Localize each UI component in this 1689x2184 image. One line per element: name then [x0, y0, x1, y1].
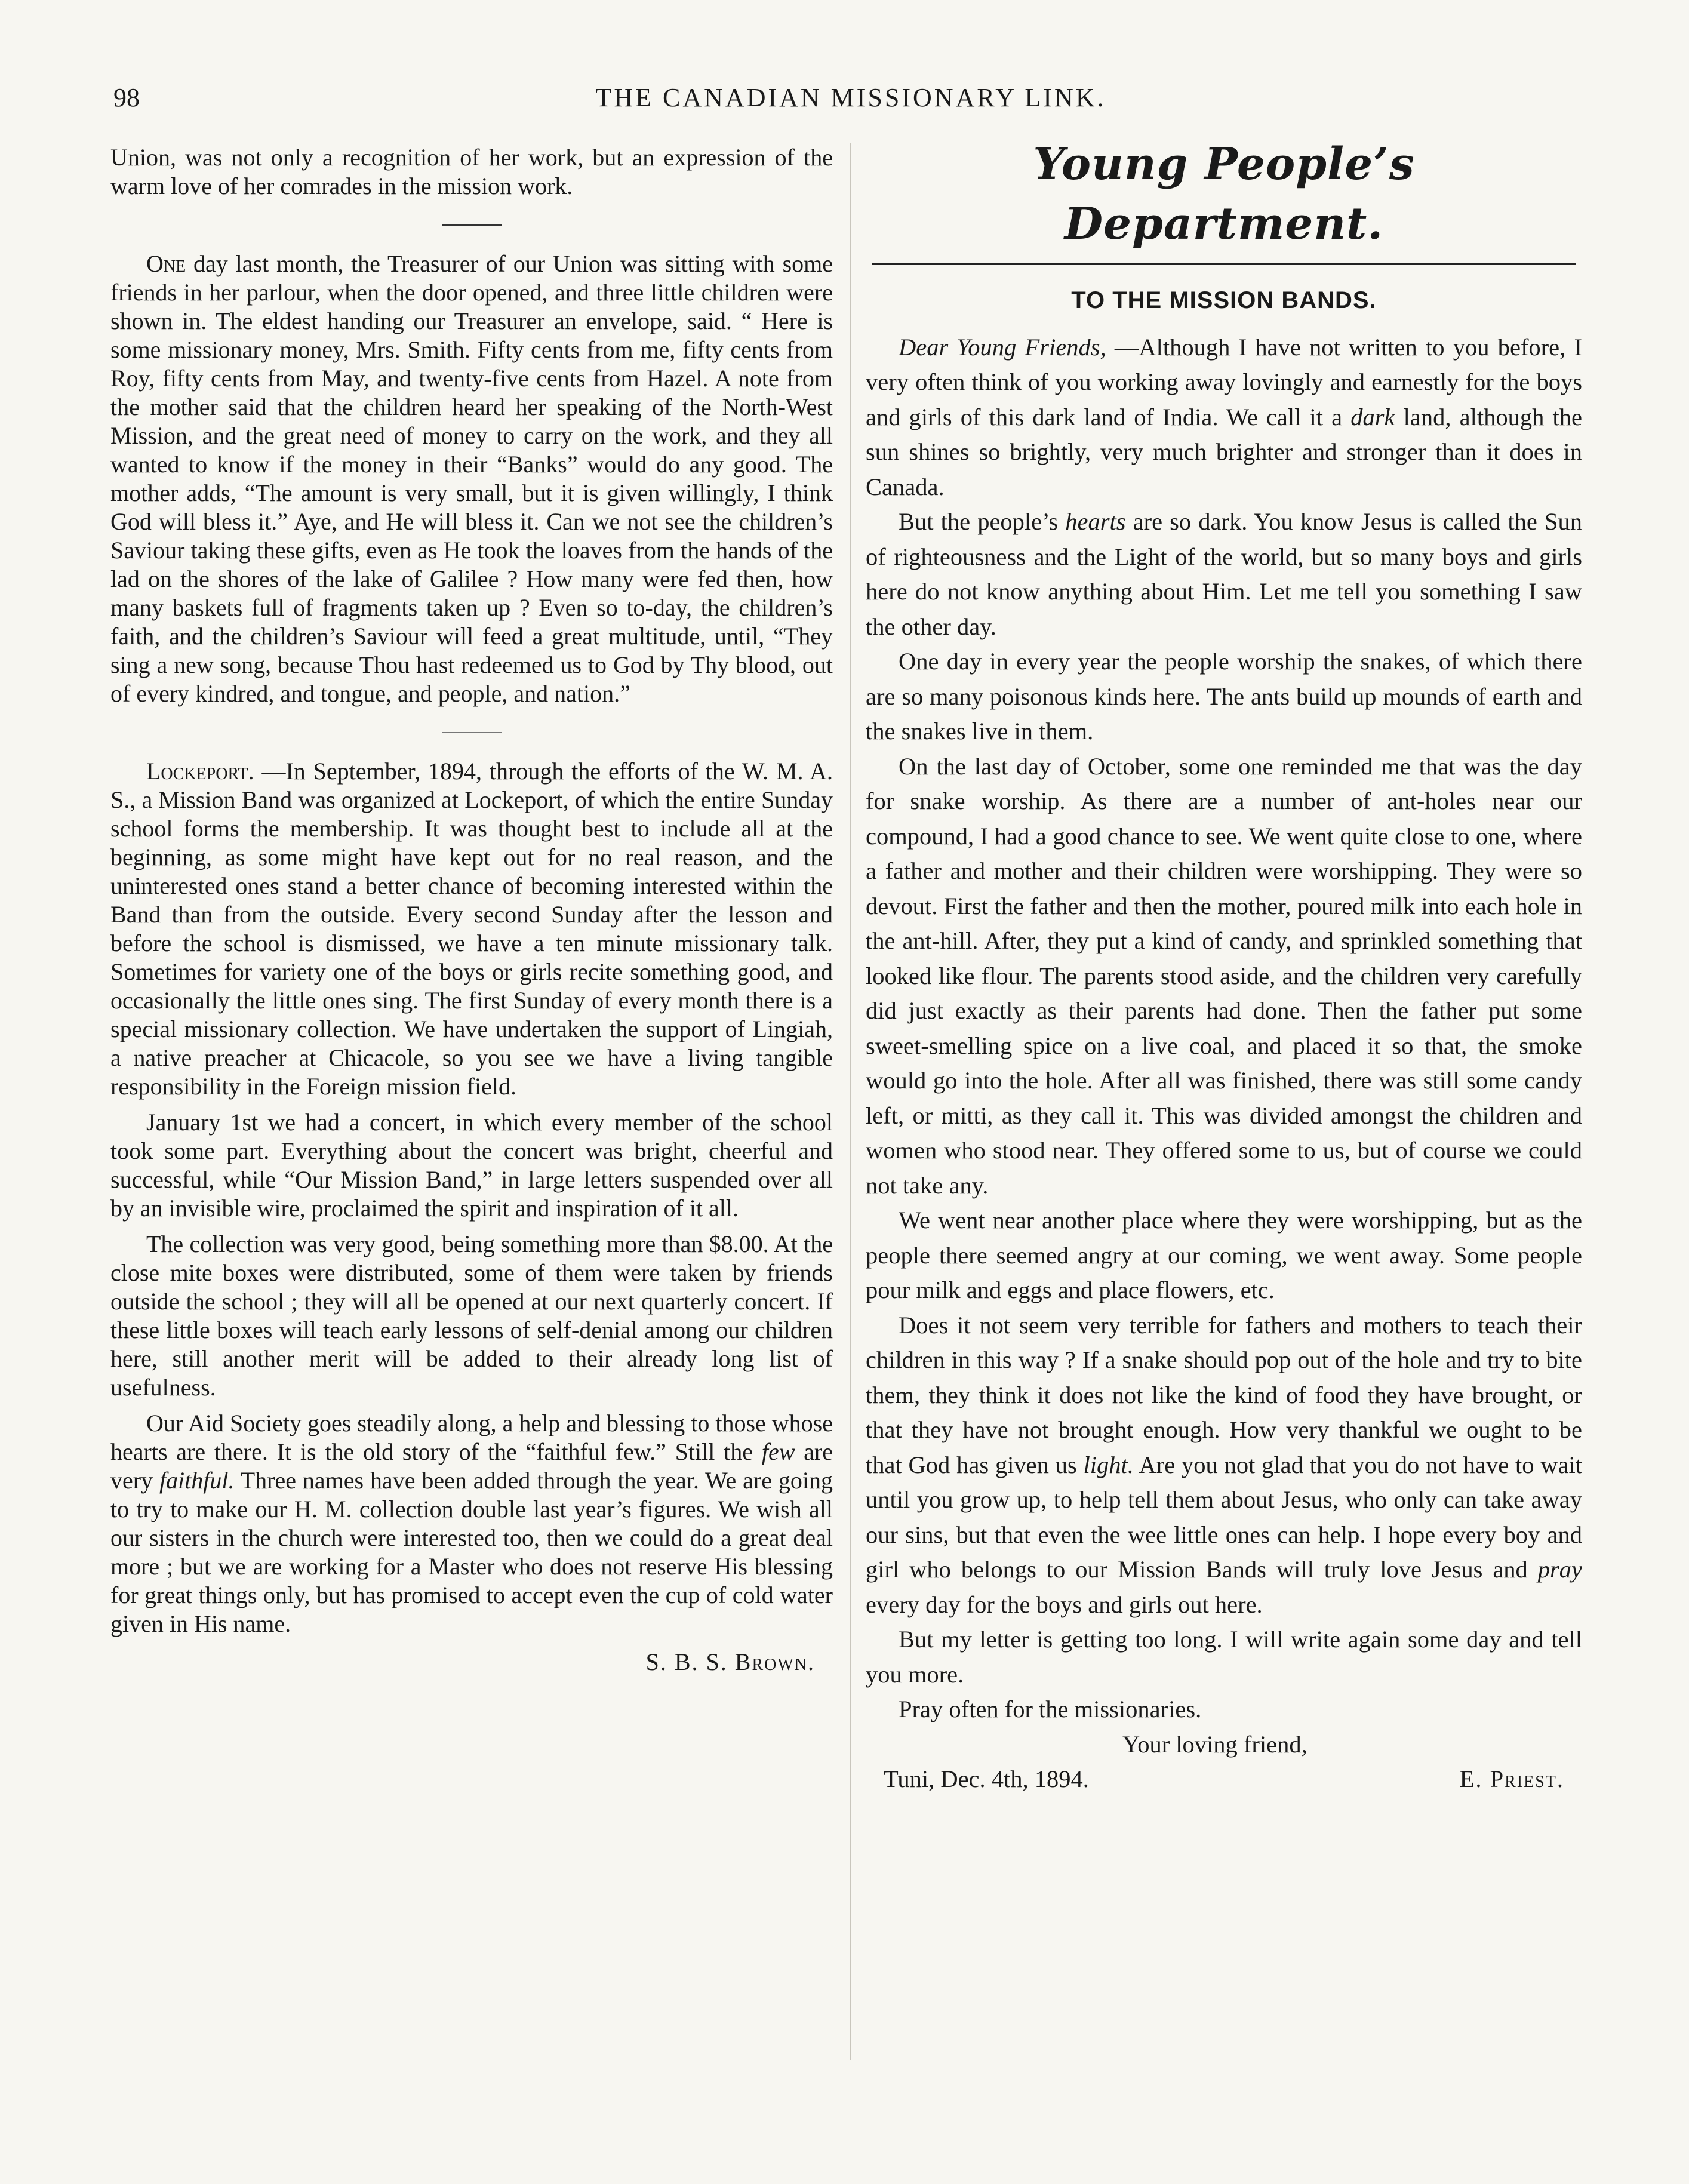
right-signature: E. Priest.	[1459, 1765, 1564, 1792]
section-heading: TO THE MISSION BANDS.	[1071, 287, 1377, 313]
emphasis: faithful.	[159, 1467, 235, 1494]
right-paragraph-6	[866, 1308, 1582, 1623]
department-title: Young People’s Department.	[1033, 139, 1415, 250]
left-column	[110, 143, 833, 1677]
right-paragraph-7: But my letter is getting too long. I will write again some day and tell you more.	[866, 1626, 1582, 1688]
left-paragraph-2	[110, 250, 833, 708]
paragraph-text: are very	[110, 1438, 833, 1494]
right-column	[866, 134, 1582, 1797]
paragraph-text: Three names have been added through the year. We are going to try to make our H. M. collection double last year’s figures. We wish all our sisters in the church were interested too, then we could do a great deal more ; but we are working for a Master who does not reserve His blessing for great things only, but has promised to accept even the cup of cold water given in His name.	[110, 1467, 833, 1637]
right-paragraph-8: Pray often for the missionaries.	[899, 1696, 1202, 1722]
paragraph-text: every day for the boys and girls out here.	[866, 1591, 1263, 1618]
emphasis: light.	[1083, 1451, 1134, 1478]
paragraph-text: —In September, 1894, through the efforts of the W. M. A. S., a Mission Band was organized at Lockeport, of which the entire Sunday school forms the membership. It was thought best to include all at the beginning, as some might have kept out for no real reason, and the uninterested ones stand a better chance of becoming interested within the Band than from the outside. Every second Sunday after the lesson and before the school is dismissed, we have a ten minute missionary talk. Sometimes for variety one of the boys or girls recite something good, and occasionally the little ones sing. The first Sunday of every month there is a special missionary collection. We have undertaken the support of Lingiah, a native preacher at Chicacole, so you see we have a living tangible responsibility in the Foreign mission field.	[110, 758, 833, 1100]
left-paragraph-3	[110, 757, 833, 1101]
signature-line	[866, 1762, 1582, 1797]
left-paragraph-5: The collection was very good, being something more than $8.00. At the close mite boxes were distributed, some of them were taken by friends outside the school ; they will all be opened at our next quarterly concert. If these little boxes will teach early lessons of self-denial among our children here, still another merit will be added to their already long list of usefulness.	[110, 1231, 833, 1401]
left-paragraph-4: January 1st we had a concert, in which every member of the school took some part. Everything about the concert was bright, cheerful and successful, while “Our Mission Band,” in large letters suspended over all by an invisible wire, proclaimed the spirit and inspiration of it all.	[110, 1109, 833, 1222]
right-paragraph-2	[866, 505, 1582, 644]
column-divider	[850, 143, 851, 2060]
lead-word: Lockeport.	[146, 758, 254, 785]
emphasis: pray	[1537, 1556, 1582, 1583]
place-date: Tuni, Dec. 4th, 1894.	[884, 1765, 1089, 1792]
page-number: 98	[113, 83, 140, 112]
paragraph-text: are so dark. You know Jesus is called the Sun of righteousness and the Light of the world, but so many boys and girls here do not know anything about Him. Let me tell you something I saw the other day.	[866, 508, 1582, 640]
paragraph-text: Are you not glad that you do not have to wait until you grow up, to help tell them about Jesus, who only can take away our sins, but that even the wee little ones can help. I hope every boy and girl who belongs to our Mission Bands will truly love Jesus and	[866, 1451, 1582, 1583]
section-separator	[442, 224, 502, 226]
running-title: THE CANADIAN MISSIONARY LINK.	[595, 83, 1106, 112]
paragraph-text: land, although the sun shines so brightly, very much brighter and stronger than it does in Canada.	[866, 403, 1582, 500]
left-paragraph-6	[110, 1409, 833, 1638]
paragraph-text: But the people’s	[899, 508, 1066, 535]
emphasis: few	[761, 1438, 795, 1465]
salutation: Dear Young Friends,	[899, 333, 1106, 361]
left-paragraph-1: Union, was not only a recognition of her work, but an expression of the warm love of her comrades in the mission work.	[110, 144, 833, 199]
page-header	[113, 82, 1588, 118]
emphasis: dark	[1350, 403, 1395, 430]
closing-line: Your loving friend,	[1122, 1730, 1307, 1758]
paragraph-text: day last month, the Treasurer of our Union was sitting with some friends in her parlour, when the door opened, and three little children were shown in. The eldest handing our Treasurer an envelope, said. “ Here is some missionary money, Mrs. Smith. Fifty cents from me, fifty cents from Roy, fifty cents from May, and twenty-five cents from Hazel. A note from the mother said that the children heard her speaking of the North-West Mission, and the great need of money to carry on the work, and they all wanted to know if the money in their “Banks” would do any good. The mother adds, “The amount is very small, but it is given willingly, I think God will bless it.” Aye, and He will bless it. Can we not see the children’s Saviour taking these gifts, even as He took the loaves from the hands of the lad on the shores of the lake of Galilee ? How many were fed then, how many baskets full of fragments taken up ? Even so to-day, the children’s faith, and the children’s Saviour will feed a great multitude, until, “They sing a new song, because Thou hast redeemed us to God by Thy blood, out of every kindred, and tongue, and people, and nation.”	[110, 250, 833, 707]
paragraph-text: Does it not seem very terrible for fathers and mothers to teach their children in this way ? If a snake should pop out of the hole and try to bite them, they think it does not like the kind of food they have brought, or that they have not brought enough. How very thankful we ought to be that God has given us	[866, 1311, 1582, 1478]
paragraph-text: Our Aid Society goes steadily along, a help and blessing to those whose hearts are there. It is the old story of the “faithful few.” Still the	[110, 1410, 833, 1465]
right-paragraph-4: On the last day of October, some one reminded me that was the day for snake worship. As there are a number of ant-holes near our compound, I had a good chance to see. We went quite close to one, where a father and mother and their children were worshipping. They were so devout. First the father and then the mother, poured milk into each hole in the ant-hill. After, they put a kind of candy, and sprinkled something that looked like flour. The parents stood aside, and the children very carefully did just exactly as their parents had done. Then the father put some sweet-smelling spice on a live coal, and placed it so that, the smoke would go into the hole. After all was finished, there was still some candy left, or mitti, as they call it. This was divided amongst the children and women who stood near. They offered some to us, but of course we could not take any.	[866, 752, 1582, 1199]
emphasis: hearts	[1065, 508, 1126, 535]
right-paragraph-3: One day in every year the people worship the snakes, of which there are so many poisonous kinds here. The ants build up mounds of earth and the snakes live in them.	[866, 648, 1582, 745]
section-separator	[442, 732, 502, 733]
paragraph-text: —Although I have not written to you before, I very often think of you working away lovingly and earnestly for the boys and girls of this dark land of India. We call it a	[866, 333, 1583, 430]
lead-word: One	[146, 250, 186, 277]
right-paragraph-1	[866, 330, 1582, 505]
right-paragraph-5: We went near another place where they were worshipping, but as the people there seemed angry at our coming, we went away. Some people pour milk and eggs and place flowers, etc.	[866, 1207, 1582, 1303]
department-rule	[872, 263, 1576, 265]
left-signature: S. B. S. Brown.	[645, 1648, 815, 1675]
